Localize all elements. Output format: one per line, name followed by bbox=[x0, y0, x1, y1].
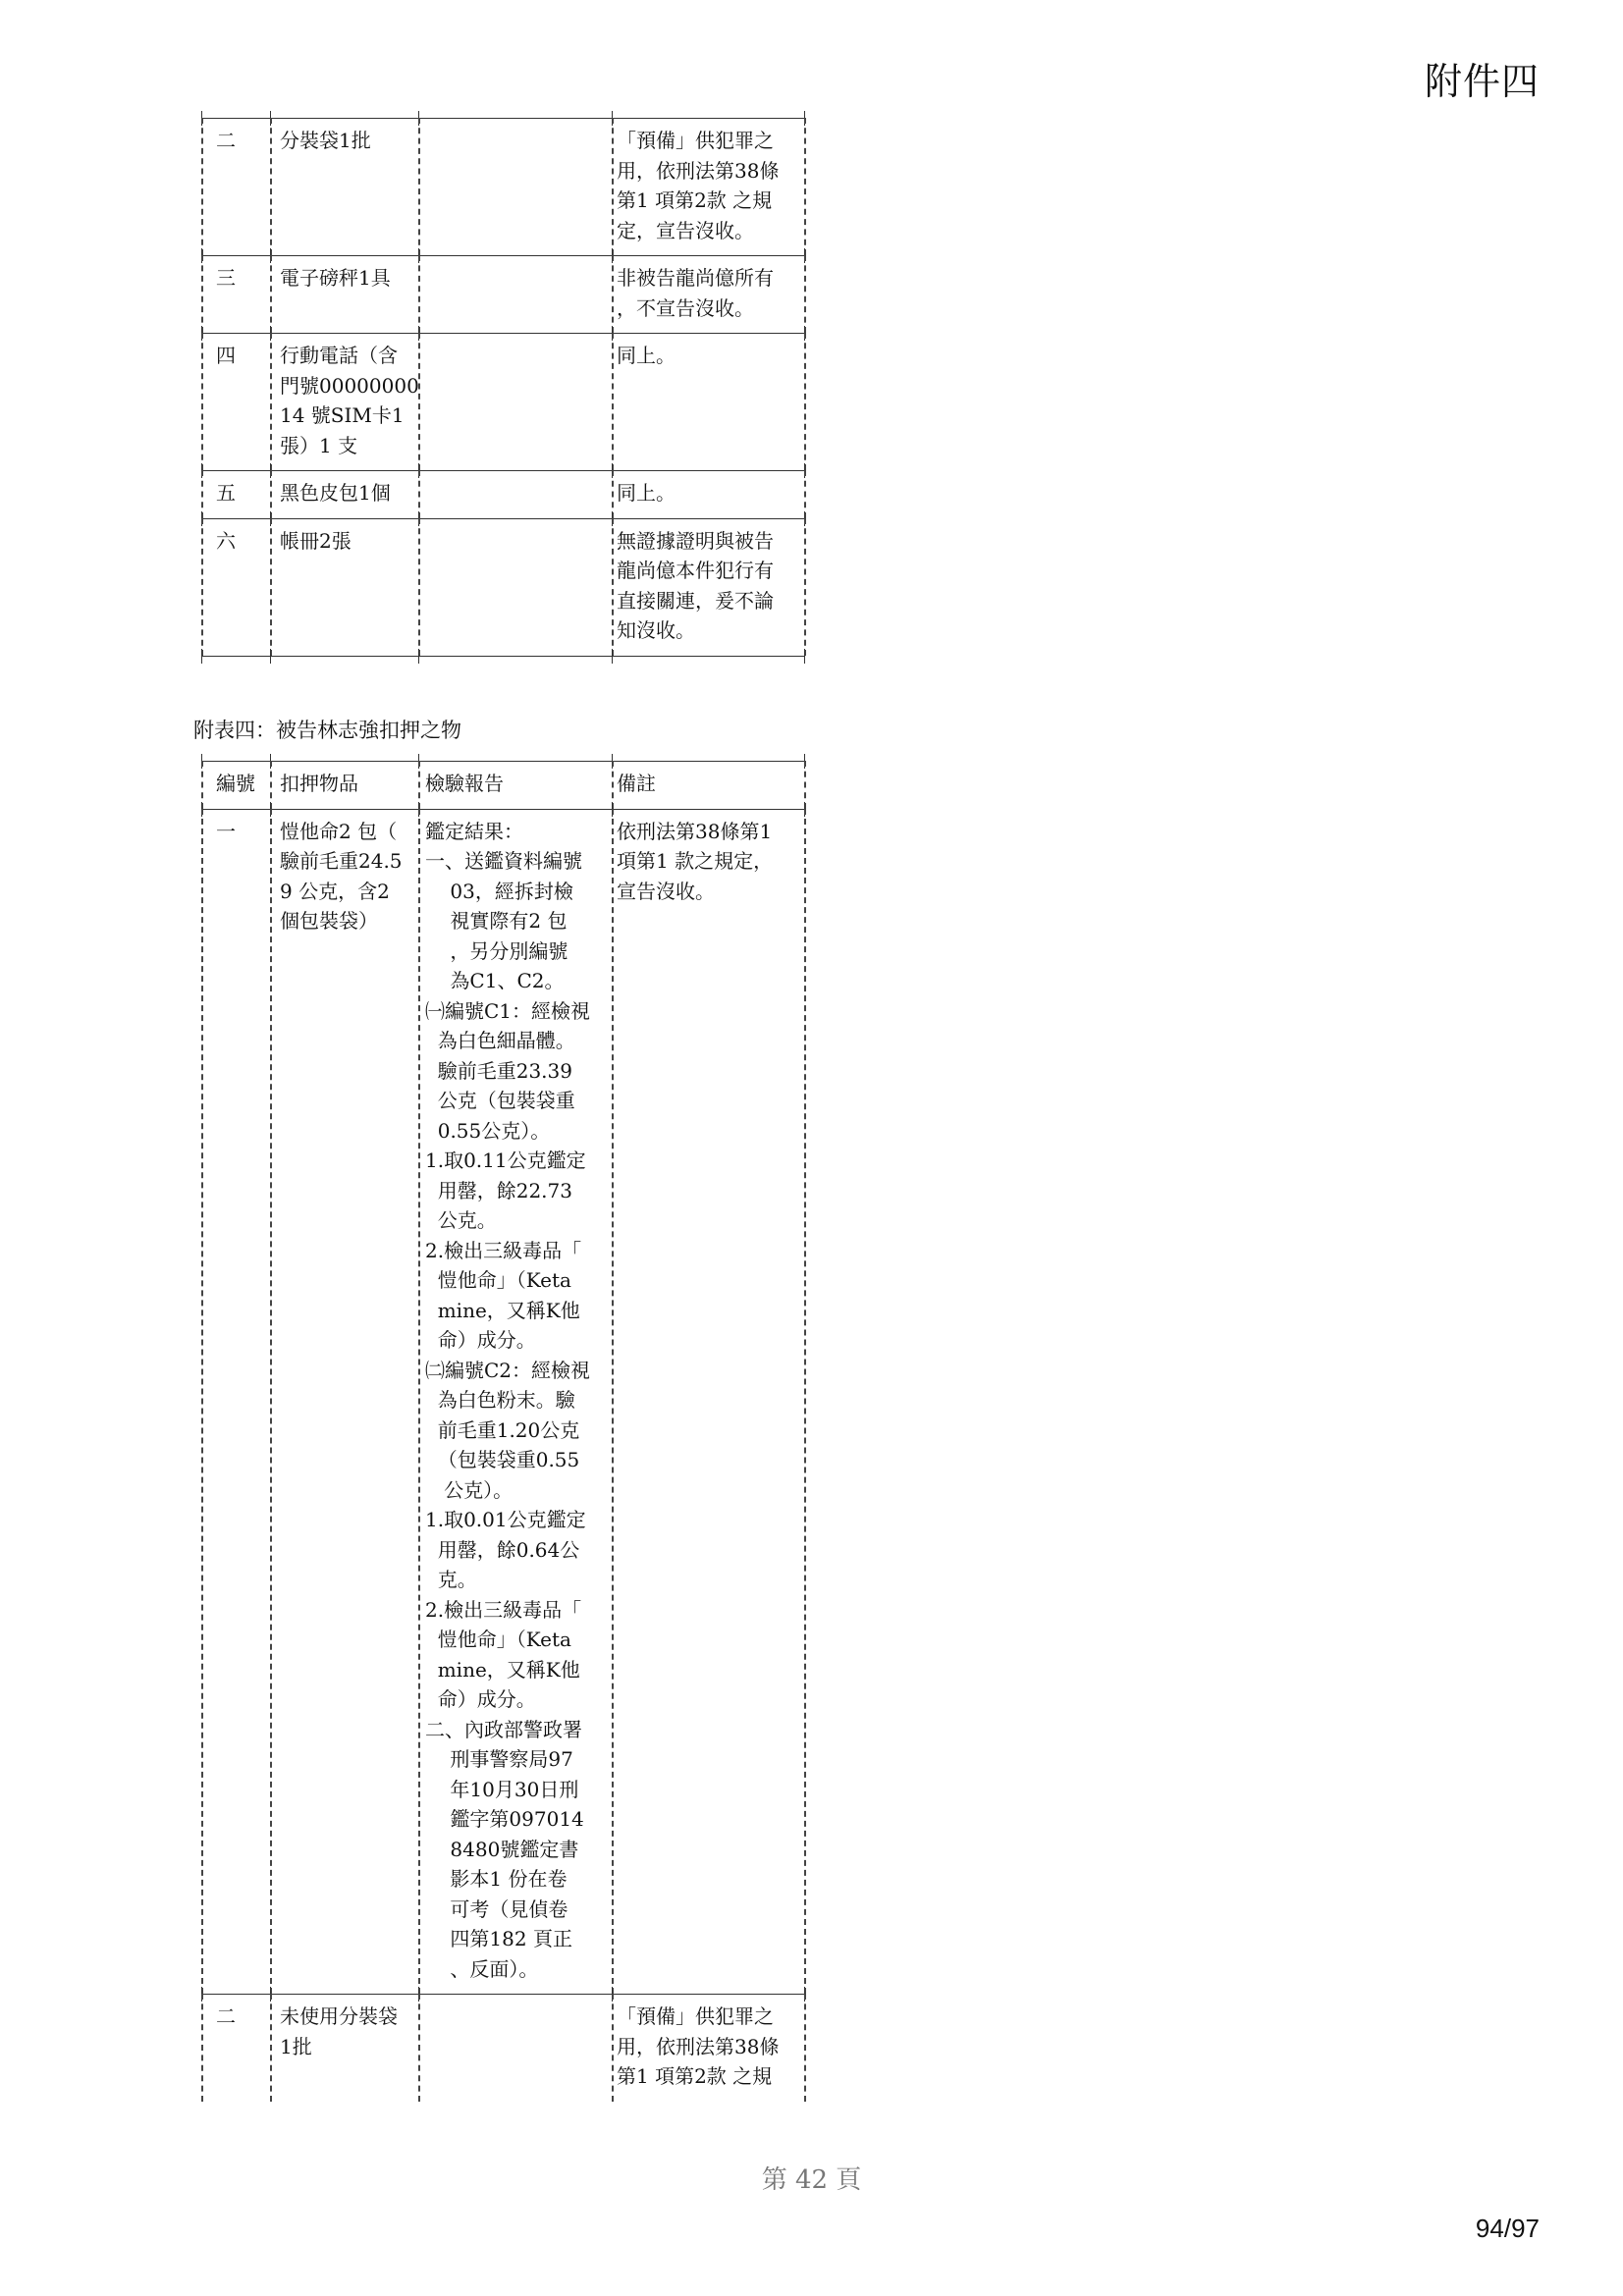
cell-no: 二 bbox=[216, 129, 236, 152]
cell-no: 二 bbox=[216, 2004, 236, 2028]
table-row bbox=[201, 518, 805, 656]
cell-no: 五 bbox=[216, 481, 236, 505]
table-row bbox=[201, 118, 805, 255]
cell-report: 鑑定結果： 一、送鑑資料編號 03，經拆封檢 視實際有2 包 ，另分別編號 為C1、C2。 ㈠編號C1：經檢視 為白色細晶體。 驗前毛重23.39 公克（包裝袋重 0.55公克）。 1.取0.11公克鑑定 用罄，餘22.73 公克。 2.檢出三級毒品「 愷他命」（Keta mine，又稱K他 命）成分。 ㈡編號C2：經檢視 為白色粉末。驗 前毛重1.20公克 （包裝袋重0.55 公克）。 1.取0.01公克鑑定 用罄，餘0.64公 克。 2.檢出三級毒品「 愷他命」（Keta mine，又稱K他 命）成分。 二、內政部警政署 刑事警察局97 年10月30日刑 鑑字第097014 8480號鑑定書 影本1 份在卷 可考（見偵卷 四第182 頁正 、反面）。 bbox=[425, 819, 591, 1981]
cell-item: 帳冊2張 bbox=[280, 528, 352, 553]
cell-item: 分裝袋1批 bbox=[280, 129, 371, 152]
cell-no: 六 bbox=[216, 528, 236, 553]
page-count: 94/97 bbox=[1475, 2214, 1540, 2243]
cell-note: 依刑法第38條第1 項第1 款之規定， 宣告沒收。 bbox=[617, 819, 774, 903]
table-row bbox=[201, 1994, 805, 2102]
cell-item: 電子磅秤1具 bbox=[280, 266, 391, 290]
cell-item: 未使用分裝袋 1批 bbox=[280, 2004, 398, 2058]
annex-label: 附件四 bbox=[1424, 60, 1540, 103]
cell-item: 扣押物品 bbox=[280, 772, 358, 795]
cell-note: 非被告龍尚億所有 ，不宣告沒收。 bbox=[617, 266, 774, 320]
page-number: 第 42 頁 bbox=[761, 2165, 862, 2195]
table-row bbox=[201, 333, 805, 470]
table-row bbox=[201, 470, 805, 518]
cell-no: 四 bbox=[216, 344, 236, 367]
cell-note: 同上。 bbox=[617, 344, 676, 367]
cell-note: 同上。 bbox=[617, 481, 676, 505]
table-caption: 附表四：被告林志強扣押之物 bbox=[193, 719, 461, 742]
cell-no: 編號 bbox=[216, 772, 255, 795]
cell-report: 檢驗報告 bbox=[425, 772, 504, 795]
cell-note: 無證據證明與被告 龍尚億本件犯行有 直接關連，爰不論 知沒收。 bbox=[617, 528, 774, 642]
cell-note: 備註 bbox=[617, 772, 656, 795]
table-header-row bbox=[201, 761, 805, 809]
table-row bbox=[201, 809, 805, 1995]
table-rule bbox=[201, 656, 805, 657]
cell-no: 一 bbox=[216, 819, 236, 843]
cell-item: 黑色皮包1個 bbox=[280, 481, 391, 505]
cell-no: 三 bbox=[216, 266, 236, 290]
cell-note: 「預備」供犯罪之 用，依刑法第38條 第1 項第2款 之規 bbox=[617, 2004, 780, 2088]
table-row bbox=[201, 255, 805, 333]
seized-items-table-continued bbox=[201, 118, 805, 656]
cell-note: 「預備」供犯罪之 用，依刑法第38條 第1 項第2款 之規 定，宣告沒收。 bbox=[617, 129, 780, 242]
cell-item: 行動電話（含 門號00000000 14 號SIM卡1 張）1 支 bbox=[280, 344, 419, 457]
cell-item: 愷他命2 包（ 驗前毛重24.5 9 公克，含2 個包裝袋） bbox=[280, 819, 403, 933]
seized-items-table-lin bbox=[201, 761, 805, 2102]
